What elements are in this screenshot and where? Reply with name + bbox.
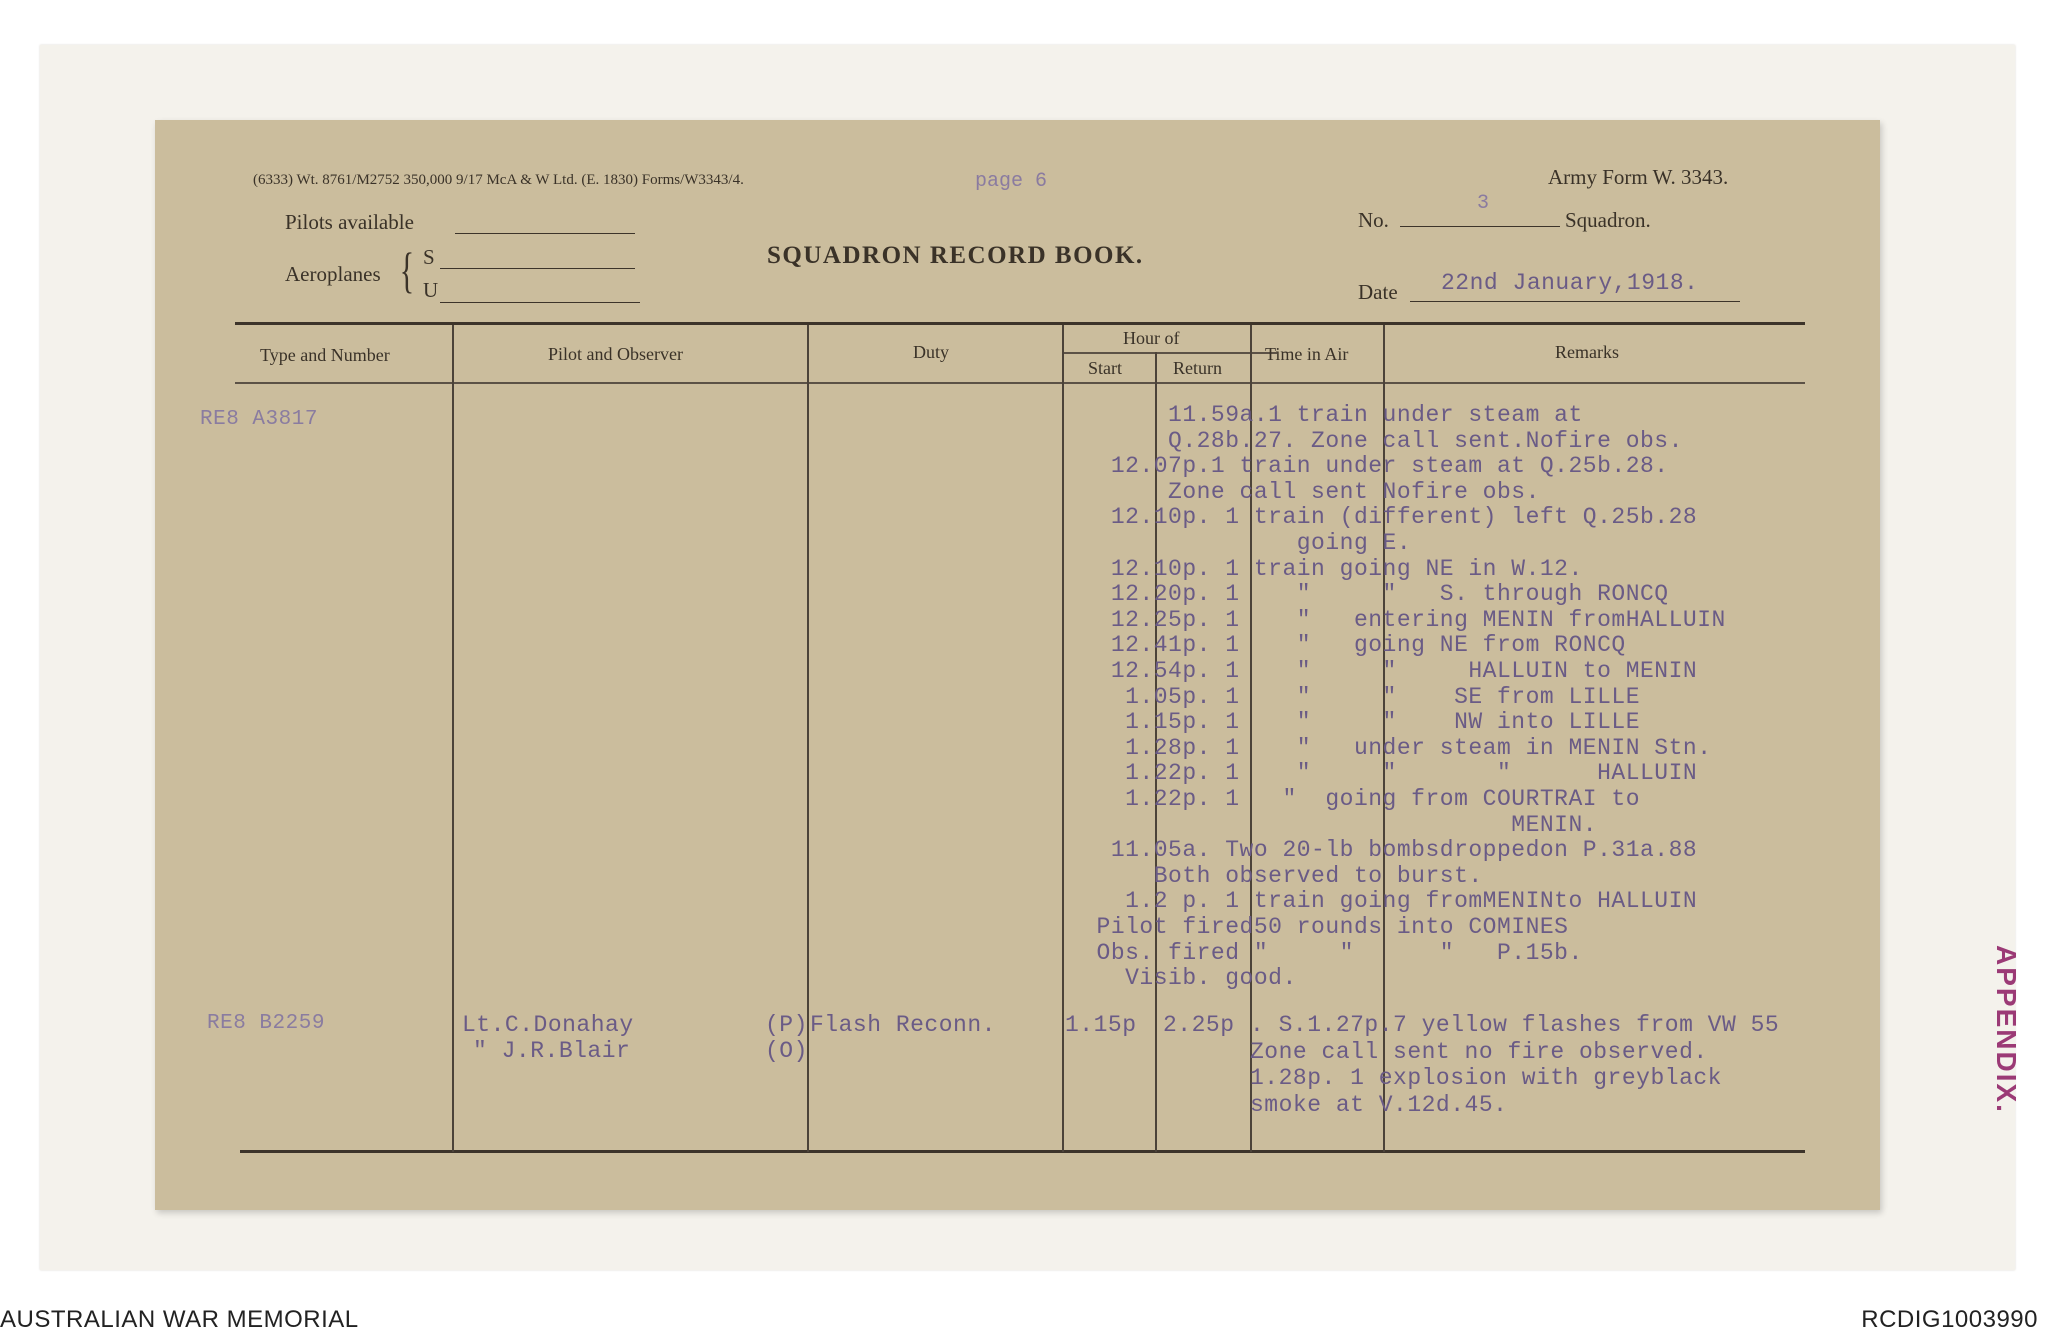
entry2-return: 2.25p bbox=[1163, 1012, 1235, 1038]
remark-line: 12.10p. 1 train going NE in W.12. bbox=[1025, 555, 1583, 582]
aeroplanes-label: Aeroplanes bbox=[285, 262, 381, 286]
aeroplanes-u-line bbox=[440, 297, 640, 303]
no-label: No. bbox=[1358, 208, 1389, 232]
table-bottom-rule bbox=[240, 1150, 1805, 1153]
aeroplanes-u-label: U bbox=[423, 278, 439, 302]
pilots-available-line bbox=[455, 228, 635, 234]
remark-line: 1.15p. 1 " " NW into LILLE bbox=[1025, 709, 1640, 736]
remark-line: 1.22p. 1 " " " HALLUIN bbox=[1025, 760, 1698, 787]
remark-line: Obs. fired " " " P.15b. bbox=[1025, 939, 1583, 966]
squadron-label: Squadron. bbox=[1565, 208, 1651, 232]
header-start: Start bbox=[1088, 358, 1122, 378]
remark-line: Q.28b.27. Zone call sent.Nofire obs. bbox=[1025, 427, 1683, 454]
entry2-observer-role: (O) bbox=[765, 1038, 808, 1064]
remark-line: 12.54p. 1 " " HALLUIN to MENIN bbox=[1025, 658, 1698, 684]
aeroplanes-s-label: S bbox=[423, 245, 435, 269]
header-time-in-air: Time in Air bbox=[1265, 344, 1349, 364]
header-return: Return bbox=[1173, 358, 1222, 378]
remark-line: . S.1.27p.7 yellow flashes from VW 55 bbox=[1250, 1012, 1780, 1038]
remark-line: Zone call sent Nofire obs. bbox=[1025, 478, 1540, 505]
remark-line: 12.41p. 1 " going NE from RONCQ bbox=[1025, 632, 1626, 659]
remark-line: 1.05p. 1 " " SE from LILLE bbox=[1025, 683, 1640, 710]
header-pilot-observer: Pilot and Observer bbox=[548, 344, 683, 364]
date-line bbox=[1410, 296, 1740, 302]
page-title: SQUADRON RECORD BOOK. bbox=[767, 242, 1144, 269]
remark-line: MENIN. bbox=[1025, 811, 1598, 838]
footer-credit-left: AUSTRALIAN WAR MEMORIAL bbox=[0, 1306, 359, 1333]
remark-line: 11.05a. Two 20-lb bombsdroppedon P.31a.88 bbox=[1025, 837, 1698, 864]
remark-line: 12.25p. 1 " entering MENIN fromHALLUIN bbox=[1025, 606, 1726, 633]
remark-line: Zone call sent no fire observed. bbox=[1250, 1038, 1708, 1065]
remark-line: smoke at V.12d.45. bbox=[1250, 1091, 1508, 1118]
pilots-available-label: Pilots available bbox=[285, 210, 414, 234]
remark-line: 11.59a.1 train under steam at bbox=[1025, 402, 1583, 428]
page-note: page 6 bbox=[975, 170, 1048, 193]
entry2-type-number: RE8 B2259 bbox=[207, 1012, 325, 1035]
appendix-stamp: APPENDIX. bbox=[1991, 945, 2022, 1114]
hour-of-divider bbox=[1062, 352, 1277, 354]
remark-line: 1.22p. 1 " going from COURTRAI to bbox=[1025, 786, 1640, 812]
army-form-label: Army Form W. 3343. bbox=[1548, 165, 1729, 189]
remark-line: 1.28p. 1 " under steam in MENIN Stn. bbox=[1025, 734, 1712, 761]
footer-credit-right: RCDIG1003990 bbox=[1861, 1306, 2038, 1333]
remark-line: Both observed to burst. bbox=[1025, 862, 1483, 889]
remark-line: 12.20p. 1 " " S. through RONCQ bbox=[1025, 581, 1669, 608]
remark-line: going E. bbox=[1025, 530, 1412, 556]
remark-line: Visib. good. bbox=[1025, 965, 1297, 992]
aeroplanes-s-line bbox=[440, 263, 635, 269]
header-bottom-rule bbox=[235, 382, 1805, 384]
squadron-number-line bbox=[1400, 221, 1560, 227]
date-value: 22nd January,1918. bbox=[1441, 270, 1699, 296]
entry1-type-number: RE8 A3817 bbox=[200, 408, 318, 431]
entry2-observer: " J.R.Blair bbox=[473, 1038, 631, 1064]
header-type-number: Type and Number bbox=[260, 345, 390, 365]
entry2-duty: Flash Reconn. bbox=[810, 1012, 996, 1038]
remark-line: Pilot fired50 rounds into COMINES bbox=[1025, 914, 1569, 940]
header-duty: Duty bbox=[913, 342, 949, 362]
entry2-start: 1.15p bbox=[1065, 1012, 1137, 1038]
entry2-pilot-role: (P) bbox=[765, 1012, 808, 1038]
table-top-rule bbox=[235, 322, 1805, 325]
remark-line: 1.2 p. 1 train going fromMENINto HALLUIN bbox=[1025, 888, 1698, 915]
header-hour-of: Hour of bbox=[1123, 328, 1180, 348]
record-sheet bbox=[155, 120, 1880, 1210]
remark-line: 12.07p.1 train under steam at Q.25b.28. bbox=[1025, 453, 1669, 480]
header-remarks: Remarks bbox=[1555, 342, 1619, 362]
date-label: Date bbox=[1358, 280, 1398, 304]
aeroplanes-brace: { bbox=[399, 242, 415, 298]
squadron-number: 3 bbox=[1477, 192, 1490, 215]
print-code: (6333) Wt. 8761/M2752 350,000 9/17 McA & W Ltd. (E. 1830) Forms/W3343/4. bbox=[253, 172, 744, 188]
remark-line: 12.10p. 1 train (different) left Q.25b.28 bbox=[1025, 504, 1698, 531]
entry2-pilot: Lt.C.Donahay bbox=[462, 1012, 634, 1038]
remark-line: 1.28p. 1 explosion with greyblack bbox=[1250, 1065, 1722, 1091]
column-divider-1 bbox=[452, 325, 454, 1152]
